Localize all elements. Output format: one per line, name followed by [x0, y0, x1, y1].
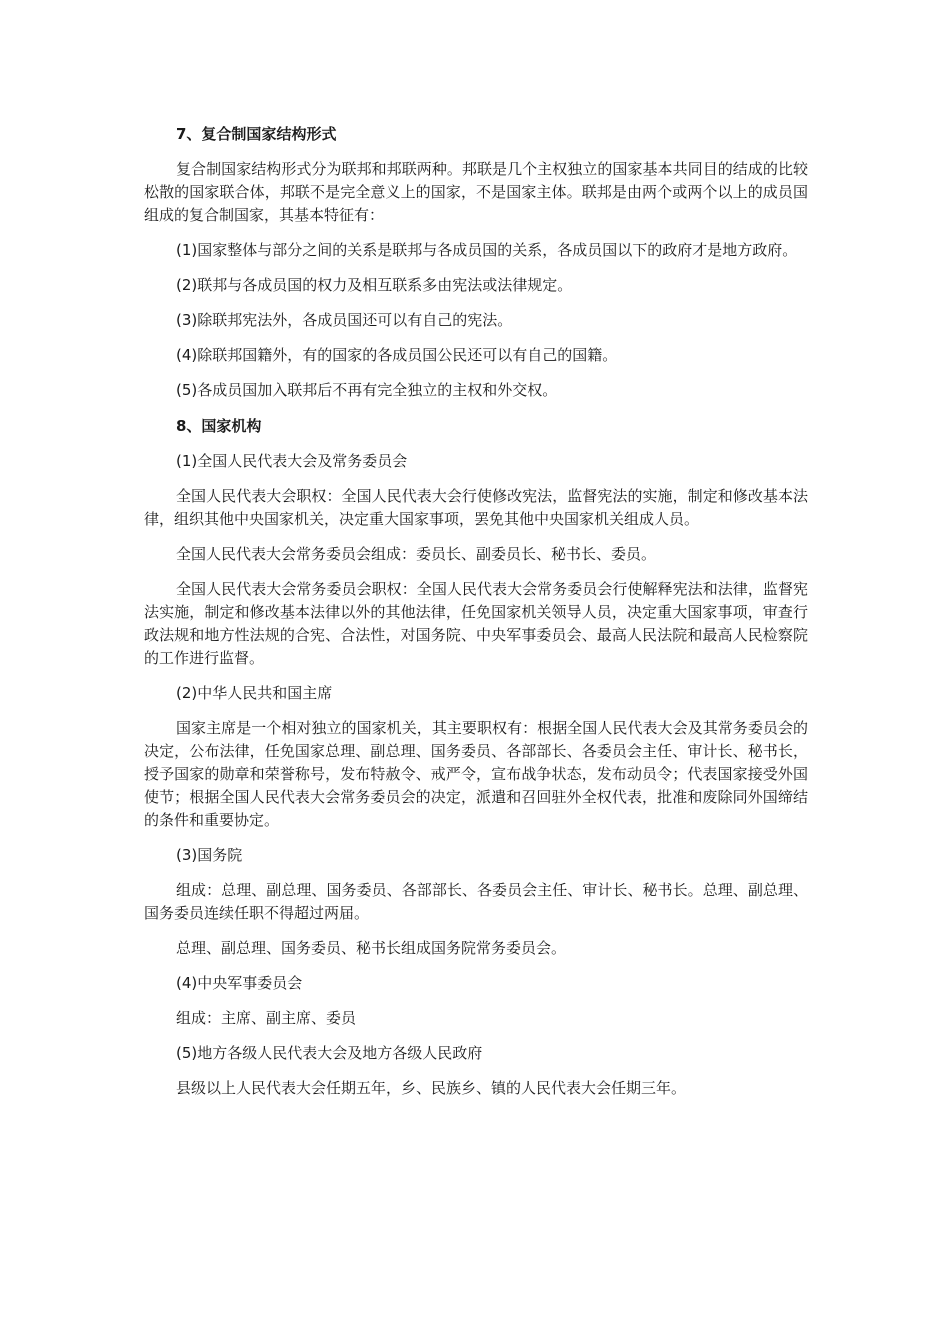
paragraph-local-term: 县级以上人民代表大会任期五年，乡、民族乡、镇的人民代表大会任期三年。 [176, 1079, 687, 1097]
subheading-npc: (1)全国人民代表大会及常务委员会 [176, 452, 408, 470]
list-item-3: (3)除联邦宪法外，各成员国还可以有自己的宪法。 [176, 311, 513, 329]
paragraph-npcsc-powers: 全国人民代表大会常务委员会职权：全国人民代表大会常务委员会行使解释宪法和法律，监督宪法实施，制定和修改基本法律以外的其他法律，任免国家机关领导人员，决定重大国家事项，审查行政法规和地方性法规的合宪、合法性，对国务院、中央军事委员会、最高人民法院和最高人民检察院的工作进行监督。 [144, 580, 808, 667]
subheading-state-council: (3)国务院 [176, 846, 243, 864]
paragraph-cmc-composition: 组成：主席、副主席、委员 [176, 1009, 357, 1027]
document-body [144, 122, 808, 1100]
list-item-4: (4)除联邦国籍外，有的国家的各成员国公民还可以有自己的国籍。 [176, 346, 618, 364]
paragraph-council-standing: 总理、副总理、国务委员、秘书长组成国务院常务委员会。 [176, 939, 567, 957]
section-heading-8: 8、国家机构 [176, 417, 262, 435]
subheading-president: (2)中华人民共和国主席 [176, 684, 333, 702]
paragraph-council-composition: 组成：总理、副总理、国务委员、各部部长、各委员会主任、审计长、秘书长。总理、副总理、国务委员连续任职不得超过两届。 [144, 881, 808, 922]
list-item-5: (5)各成员国加入联邦后不再有完全独立的主权和外交权。 [176, 381, 558, 399]
list-item-2: (2)联邦与各成员国的权力及相互联系多由宪法或法律规定。 [176, 276, 573, 294]
list-item-1: (1)国家整体与部分之间的关系是联邦与各成员国的关系，各成员国以下的政府才是地方政府。 [176, 241, 798, 259]
subheading-local-congress: (5)地方各级人民代表大会及地方各级人民政府 [176, 1044, 483, 1062]
paragraph-federation-intro: 复合制国家结构形式分为联邦和邦联两种。邦联是几个主权独立的国家基本共同目的结成的比较松散的国家联合体，邦联不是完全意义上的国家，不是国家主体。联邦是由两个或两个以上的成员国组成的复合制国家，其基本特征有： [144, 160, 808, 224]
section-heading-7: 7、复合制国家结构形式 [176, 125, 337, 143]
paragraph-president-powers: 国家主席是一个相对独立的国家机关，其主要职权有：根据全国人民代表大会及其常务委员会的决定，公布法律，任免国家总理、副总理、国务委员、各部部长、各委员会主任、审计长、秘书长，授予国家的勋章和荣誉称号，发布特赦令、戒严令，宣布战争状态，发布动员令；代表国家接受外国使节；根据全国人民代表大会常务委员会的决定，派遣和召回驻外全权代表，批准和废除同外国缔结的条件和重要协定。 [144, 719, 808, 829]
paragraph-npcsc-composition: 全国人民代表大会常务委员会组成：委员长、副委员长、秘书长、委员。 [176, 545, 657, 563]
paragraph-npc-powers: 全国人民代表大会职权：全国人民代表大会行使修改宪法，监督宪法的实施，制定和修改基本法律，组织其他中央国家机关，决定重大国家事项，罢免其他中央国家机关组成人员。 [144, 487, 808, 528]
subheading-cmc: (4)中央军事委员会 [176, 974, 303, 992]
